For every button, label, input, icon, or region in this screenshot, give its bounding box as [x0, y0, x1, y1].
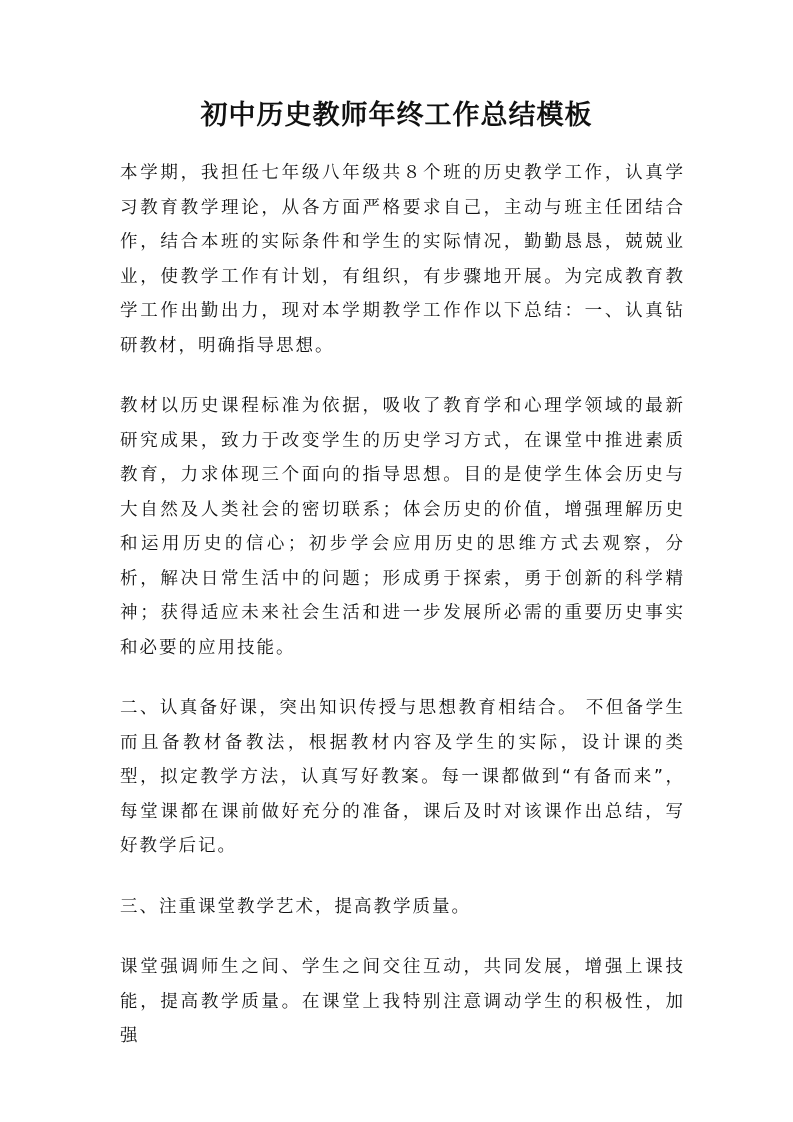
paragraph-1: 本学期，我担任七年级八年级共８个班的历史教学工作，认真学习教育教学理论，从各方面严格要求自己，主动与班主任团结合作，结合本班的实际条件和学生的实际情况，勤勤恳恳，兢兢业业，使教学工作有计划，有组织，有步骤地开展。为完成教育教学工作出勤出力，现对本学期教学工作作以下总结：一、认真钻研教材，明确指导思想。	[120, 163, 685, 356]
paragraph-5: 课堂强调师生之间、学生之间交往互动，共同发展，增强上课技能，提高教学质量。在课堂上我特别注意调动学生的积极性，加强	[120, 957, 685, 1046]
paragraph-3: 二、认真备好课，突出知识传授与思想教育相结合。 不但备学生而且备教材备教法，根据教材内容及学生的实际，设计课的类型，拟定教学方法，认真写好教案。每一课都做到“有备而来”，每堂课都在课前做好充分的准备，课后及时对该课作出总结，写好教学后记。	[120, 698, 685, 856]
document-title: 初中历史教师年终工作总结模板	[200, 100, 593, 131]
document-body	[120, 156, 685, 1080]
paragraph-2: 教材以历史课程标准为依据，吸收了教育学和心理学领域的最新研究成果，致力于改变学生的历史学习方式，在课堂中推进素质教育，力求体现三个面向的指导思想。目的是使学生体会历史与大自然及人类社会的密切联系；体会历史的价值，增强理解历史和运用历史的信心；初步学会应用历史的思维方式去观察，分析，解决日常生活中的问题；形成勇于探索，勇于创新的科学精神；获得适应未来社会生活和进一步发展所必需的重要历史事实和必要的应用技能。	[120, 396, 685, 658]
paragraph-4: 三、注重课堂教学艺术，提高教学质量。	[120, 896, 471, 917]
